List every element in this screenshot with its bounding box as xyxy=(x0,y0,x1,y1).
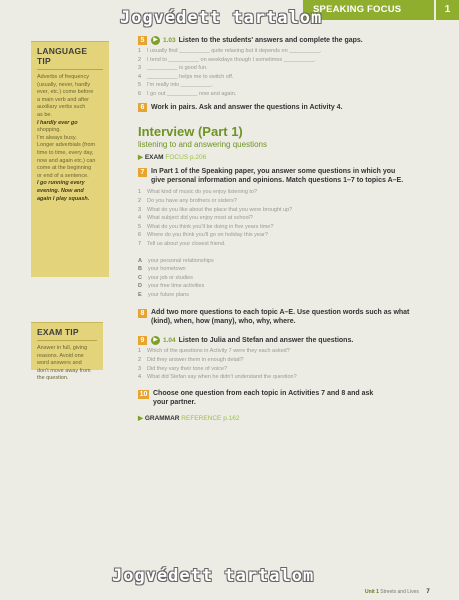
list-item xyxy=(138,197,438,206)
activity-number: 10 xyxy=(139,390,148,398)
activity-9-heading xyxy=(138,336,438,345)
tip-text-line: again I play squash. xyxy=(37,195,90,202)
list-item xyxy=(138,274,438,283)
arrow-right-icon: ▶ xyxy=(138,414,143,422)
list-item xyxy=(138,291,438,300)
list-item xyxy=(138,73,438,82)
item-text: Do you have any brothers or sisters? xyxy=(147,197,237,204)
activity-9-items xyxy=(138,347,438,381)
tip-text-line: the question. xyxy=(37,375,69,382)
language-tip-body xyxy=(37,74,103,203)
activity-number: 5 xyxy=(138,36,147,45)
list-item xyxy=(138,265,438,274)
item-number: 2 xyxy=(138,356,142,363)
tip-text-line: word answers and xyxy=(37,360,82,367)
item-text: your future plans xyxy=(148,291,189,298)
item-letter: A xyxy=(138,257,142,264)
item-number: 5 xyxy=(138,223,142,230)
item-text: your personal relationships xyxy=(148,257,214,264)
item-text: __________ is good fun. xyxy=(147,65,208,72)
footer-unit-title: Streets and Lives xyxy=(380,589,419,595)
item-number: 3 xyxy=(138,206,142,213)
activity-7-heading xyxy=(138,167,438,186)
item-number: 3 xyxy=(138,365,142,372)
activity-number: 6 xyxy=(138,103,147,112)
activity-instruction-line: Choose one question from each topic in Activities 7 and 8 and ask xyxy=(153,389,374,397)
activity-8-heading xyxy=(138,308,438,327)
tip-text-line: Longer adverbials (from xyxy=(37,142,96,149)
item-text: What do you think you'll be doing in five years time? xyxy=(147,223,274,230)
reference-page: FOCUS p.206 xyxy=(165,153,207,161)
list-item xyxy=(138,64,438,73)
section-title: Interview (Part 1) xyxy=(138,123,243,139)
list-item xyxy=(138,90,438,99)
list-item xyxy=(138,81,438,90)
item-text: Where do you think you'll go on holiday this year? xyxy=(147,232,268,239)
unit-tab: 1 xyxy=(436,0,459,20)
item-text: What kind of music do you enjoy listening to? xyxy=(147,189,258,196)
item-number: 6 xyxy=(138,90,142,97)
activity-instruction: Listen to the students' answers and complete the gaps. xyxy=(178,37,363,44)
tip-text-line: reasons. Avoid one xyxy=(37,352,84,359)
tip-text-line: I hardly ever go xyxy=(37,119,78,126)
activity-instruction: Work in pairs. Ask and answer the questions in Activity 4. xyxy=(151,103,343,111)
tip-text-line: come at the beginning xyxy=(37,165,92,172)
exam-focus-reference[interactable] xyxy=(138,153,438,161)
activity-6-heading xyxy=(138,103,438,112)
item-text: Which of the questions in Activity 7 were they each asked? xyxy=(147,348,290,355)
activity-number: 9 xyxy=(138,336,147,345)
activity-number: 7 xyxy=(138,168,147,177)
list-item xyxy=(138,356,438,365)
activity-instruction-line: Add two more questions to each topic A–E. Use question words such as what xyxy=(151,308,410,316)
item-number: 2 xyxy=(138,197,142,204)
grammar-reference[interactable] xyxy=(138,414,438,422)
reference-label: EXAM xyxy=(144,153,164,161)
watermark-top: Jogvédett tartalom xyxy=(120,8,323,28)
page-footer xyxy=(365,589,430,595)
activity-number: 8 xyxy=(138,309,147,318)
arrow-right-icon: ▶ xyxy=(138,153,143,161)
item-number: 3 xyxy=(138,65,142,72)
list-item xyxy=(138,365,438,374)
item-text: Did they answer them in enough detail? xyxy=(147,356,244,363)
item-number: 1 xyxy=(138,348,142,355)
activity-5-items xyxy=(138,47,438,99)
tip-text-line: I'm always busy. xyxy=(37,134,77,141)
item-number: 1 xyxy=(138,189,142,196)
tip-text-line: or end of a sentence. xyxy=(37,172,89,179)
audio-track-number: 1.04 xyxy=(163,337,176,345)
item-letter: E xyxy=(138,291,142,298)
tip-text-line: shopping. xyxy=(37,127,61,134)
tip-text-line: Answer in full, giving xyxy=(37,345,88,351)
item-number: 4 xyxy=(138,215,142,222)
activity-10-heading xyxy=(138,389,438,408)
item-text: I usually find __________ quite relaxing but it depends on __________. xyxy=(147,48,322,54)
tip-text-line: (usually, never, hardly xyxy=(37,81,91,88)
list-item xyxy=(138,47,438,56)
item-text: your job or studies xyxy=(148,274,193,281)
list-item xyxy=(138,206,438,215)
tip-text-line: now and again etc.) can xyxy=(37,157,96,164)
item-number: 7 xyxy=(138,240,142,247)
item-letter: C xyxy=(138,274,142,281)
item-number: 6 xyxy=(138,232,142,239)
tip-text-line: as be. xyxy=(37,111,52,118)
item-letter: D xyxy=(138,283,142,290)
tip-text-line: I go running every xyxy=(37,180,85,187)
tip-text-line: Adverbs of frequency xyxy=(37,74,89,80)
item-number: 1 xyxy=(138,48,142,54)
section-subtitle: listening to and answering questions xyxy=(138,139,267,149)
item-letter: B xyxy=(138,266,142,273)
activity-instruction-line: (kind), when, how (many), who, why, where. xyxy=(151,317,296,325)
activity-7-topics xyxy=(138,257,438,300)
list-item xyxy=(138,257,438,266)
list-item xyxy=(138,188,438,197)
tip-text-line: evening. Now and xyxy=(37,187,84,194)
list-item xyxy=(138,282,438,291)
activity-instruction-line: In Part 1 of the Speaking paper, you answer some questions in which you xyxy=(151,167,396,175)
item-text: Did they vary their tone of voice? xyxy=(147,365,228,372)
item-number: 5 xyxy=(138,82,142,89)
footer-unit: Unit 1 xyxy=(365,589,379,595)
item-number: 2 xyxy=(138,56,142,63)
section-header: SPEAKING FOCUS xyxy=(303,0,434,20)
page-number: 7 xyxy=(426,589,430,595)
tip-text-line: auxiliary verbs such xyxy=(37,104,86,111)
reference-label: GRAMMAR xyxy=(144,414,180,422)
list-item xyxy=(138,56,438,65)
watermark-bottom: Jogvédett tartalom xyxy=(112,566,315,586)
tip-text-line: a main verb and after xyxy=(37,96,89,103)
list-item xyxy=(138,347,438,356)
tip-text-line: ever, etc.) come before xyxy=(37,89,94,96)
item-text: What did Stefan say when he didn't understand the question? xyxy=(147,374,297,381)
item-text: your hometown xyxy=(148,266,186,273)
item-text: What subject did you enjoy most at school? xyxy=(147,215,253,222)
item-text: __________ helps me to switch off. xyxy=(147,73,234,80)
audio-track-number: 1.03 xyxy=(163,37,176,44)
item-number: 4 xyxy=(138,73,142,80)
item-text: I go out __________ now and again. xyxy=(147,90,237,97)
item-text: Tell us about your closest friend. xyxy=(147,240,226,247)
tip-text-line: time to time, every day, xyxy=(37,149,94,156)
list-item xyxy=(138,373,438,382)
item-text: I'm really into __________. xyxy=(147,82,213,89)
exam-tip-title: EXAM TIP xyxy=(37,327,97,341)
main-column xyxy=(138,36,438,422)
audio-play-icon[interactable]: ▶ xyxy=(151,336,160,345)
reference-page: REFERENCE p.162 xyxy=(181,414,240,422)
tip-text-line: don't move away from xyxy=(37,367,91,374)
list-item xyxy=(138,223,438,232)
exam-tip-body xyxy=(37,345,97,383)
exam-tip-box xyxy=(31,322,103,382)
language-tip-box xyxy=(31,41,109,277)
list-item xyxy=(138,231,438,240)
activity-instruction-line: your partner. xyxy=(153,399,196,407)
activity-instruction-line: give personal information and opinions. Match questions 1–7 to topics A–E. xyxy=(151,176,404,184)
list-item xyxy=(138,240,438,249)
item-text: What do you like about the place that you were brought up? xyxy=(147,206,293,213)
item-text: I tend to __________ on weekdays though I sometimes __________. xyxy=(147,56,316,63)
activity-instruction: Listen to Julia and Stefan and answer the questions. xyxy=(178,337,354,345)
activity-5-heading xyxy=(138,36,438,45)
item-number: 4 xyxy=(138,374,142,381)
audio-play-icon[interactable]: ▶ xyxy=(151,36,160,45)
item-text: your free time activities xyxy=(148,283,205,290)
activity-7-questions xyxy=(138,188,438,248)
list-item xyxy=(138,214,438,223)
language-tip-title: LANGUAGE TIP xyxy=(37,46,103,70)
